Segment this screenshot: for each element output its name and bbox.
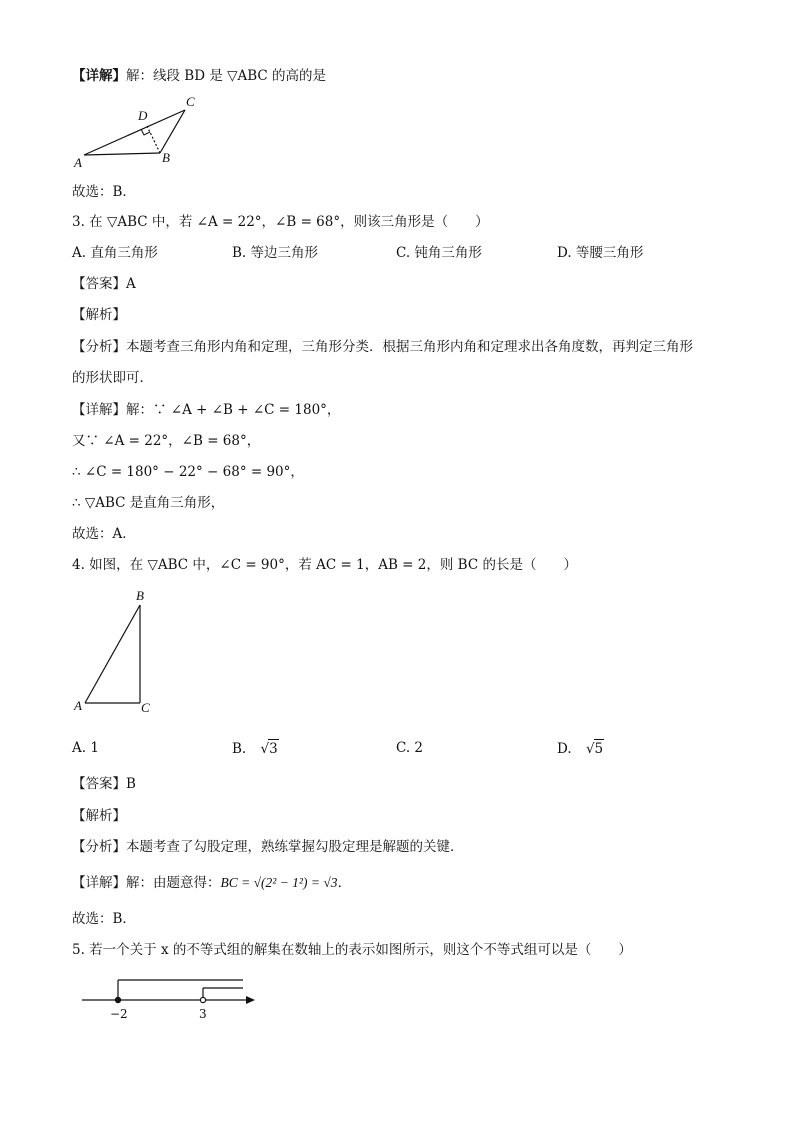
q4-fenxi: 【分析】本题考查了勾股定理，熟练掌握勾股定理是解题的关键． (72, 839, 464, 855)
solid-point-icon (115, 997, 120, 1002)
q3-option-c: C. 钝角三角形 (396, 245, 482, 261)
number-line-figure (82, 980, 255, 1004)
side-cb (160, 110, 185, 153)
q4-option-d-radicand: 5 (594, 741, 604, 757)
q3-fenxi-2: 的形状即可． (72, 370, 153, 386)
q4-option-d-prefix: D. (557, 741, 572, 757)
q4-label-a: A (74, 698, 82, 713)
q4-answer-line: 故选：B． (72, 911, 136, 927)
label-c: C (186, 94, 195, 109)
right-triangle-figure (85, 605, 140, 703)
side-ab-q4 (85, 605, 140, 703)
prev-answer-line: 故选：B． (72, 184, 136, 200)
q4-stem: 4. 如图，在 ▽ABC 中，∠C = 90°，若 AC = 1，AB = 2，则 BC 的长是（ ） (72, 557, 577, 573)
q4-detail (72, 874, 351, 892)
axis-label-neg2: −2 (110, 1007, 128, 1021)
q3-option-a: A. 直角三角形 (72, 245, 158, 261)
q3-option-d: D. 等腰三角形 (557, 245, 644, 261)
q4-answer: 【答案】B (72, 776, 136, 792)
q3-step-2: 又∵ ∠A = 22°，∠B = 68°， (72, 433, 261, 449)
q4-analysis-title: 【解析】 (72, 808, 126, 824)
q3-stem: 3. 在 ▽ABC 中，若 ∠A = 22°，∠B = 68°，则该三角形是（ ） (72, 214, 489, 230)
q3-option-b: B. 等边三角形 (232, 245, 319, 261)
q4-detail-prefix: 【详解】解：由题意得： (72, 875, 221, 891)
q4-label-c: C (141, 700, 150, 715)
q4-option-b (232, 739, 279, 758)
label-b: B (162, 150, 170, 165)
detail-tag: 【详解】 (72, 68, 126, 84)
q4-option-c: C. 2 (396, 740, 424, 756)
hollow-point-icon (200, 997, 205, 1002)
q3-analysis-title: 【解析】 (72, 307, 126, 323)
detail-text: 解：线段 BD 是 ▽ABC 的高的是 (126, 68, 327, 84)
q3-step-5: 故选：A． (72, 526, 136, 542)
q4-option-b-radicand: 3 (269, 741, 278, 757)
q3-answer: 【答案】A (72, 276, 136, 292)
q3-step-3: ∴ ∠C = 180° − 22° − 68° = 90°， (72, 464, 304, 480)
q4-label-b: B (136, 588, 144, 603)
q3-fenxi-1: 【分析】本题考查三角形内角和定理，三角形分类．根据三角形内角和定理求出各角度数，再判定三角形 (72, 339, 693, 355)
q3-step-1: 【详解】解：∵ ∠A + ∠B + ∠C = 180°， (72, 402, 341, 418)
q5-stem: 5. 若一个关于 x 的不等式组的解集在数轴上的表示如图所示，则这个不等式组可以是（ ） (72, 942, 632, 958)
q4-detail-formula: BC = √(2² − 1²) = √3． (220, 875, 351, 890)
q3-step-4: ∴ ▽ABC 是直角三角形， (72, 495, 225, 511)
sqrt-icon: √ (260, 741, 270, 757)
q4-option-b-prefix: B. (232, 741, 247, 757)
label-a: A (74, 155, 82, 170)
sqrt-icon: √ (585, 741, 595, 757)
height-bd (147, 126, 160, 153)
axis-label-3: 3 (199, 1007, 207, 1021)
side-ab (84, 153, 160, 155)
q4-option-a: A. 1 (72, 740, 99, 756)
q4-option-d (557, 739, 604, 758)
triangle-bd-figure (84, 110, 185, 155)
label-d: D (138, 108, 148, 123)
axis-arrow-icon (246, 996, 255, 1004)
side-ac (84, 110, 185, 155)
